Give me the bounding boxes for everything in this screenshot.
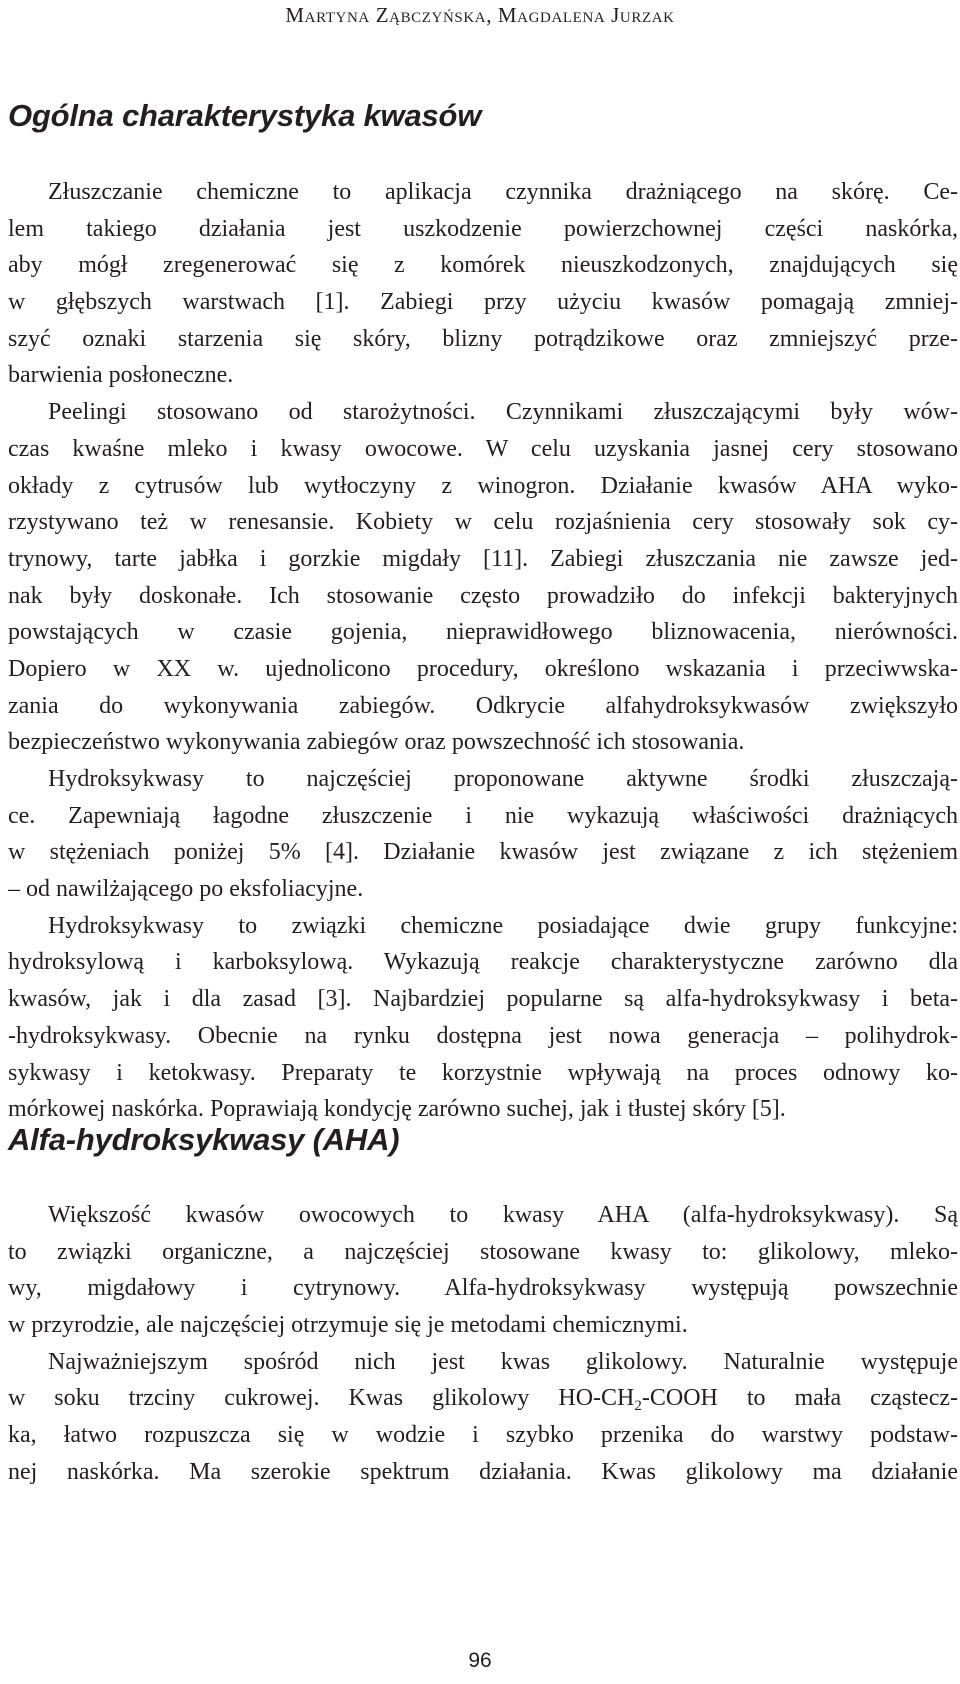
text-line: Hydroksykwasy to związki chemiczne posiadające dwie grupy funkcyjne: xyxy=(48,912,958,939)
text-line: nej naskórka. Ma szerokie spektrum działania. Kwas glikolowy ma działanie xyxy=(8,1458,958,1485)
text-line: ka, łatwo rozpuszcza się w wodzie i szybko przenika do warstwy podstaw- xyxy=(8,1422,958,1449)
text-line: ce. Zapewniają łagodne złuszczenie i nie wykazują właściwości drażniących xyxy=(8,802,958,829)
section-body-acids xyxy=(8,174,958,1128)
text-line: okłady z cytrusów lub wytłoczyny z winogron. Działanie kwasów AHA wyko- xyxy=(8,472,958,499)
text-line: -hydroksykwasy. Obecnie na rynku dostępna jest nowa generacja – polihydrok- xyxy=(8,1022,958,1049)
text-line: Dopiero w XX w. ujednolicono procedury, określono wskazania i przeciwwska- xyxy=(8,655,958,682)
text-line: lem takiego działania jest uszkodzenie powierzchownej części naskórka, xyxy=(8,215,958,242)
text-line: kwasów, jak i dla zasad [3]. Najbardziej popularne są alfa-hydroksykwasy i beta- xyxy=(8,986,958,1013)
text-line: czas kwaśne mleko i kwasy owocowe. W celu uzyskania jasnej cery stosowano xyxy=(8,435,958,462)
text-line: rzystywano też w renesansie. Kobiety w celu rozjaśnienia cery stosowały sok cy- xyxy=(8,509,958,536)
text-line: wy, migdałowy i cytrynowy. Alfa-hydroksykwasy występują powszechnie xyxy=(8,1275,958,1302)
text-line: hydroksylową i karboksylową. Wykazują reakcje charakterystyczne zarówno dla xyxy=(8,949,958,976)
page-number: 96 xyxy=(468,1649,492,1672)
text-line: nak były doskonałe. Ich stosowanie często prowadziło do infekcji bakteryjnych xyxy=(8,582,958,609)
text-line: aby mógł zregenerować się z komórek nieuszkodzonych, znajdujących się xyxy=(8,252,958,279)
text-line: w stężeniach poniżej 5% [4]. Działanie kwasów jest związane z ich stężeniem xyxy=(8,839,958,866)
text-line: mórkowej naskórka. Poprawiają kondycję zarówno suchej, jak i tłustej skóry [5]. xyxy=(8,1096,786,1123)
formula-text-end: -COOH to mała cząstecz- xyxy=(641,1385,958,1412)
text-line: Większość kwasów owocowych to kwasy AHA (alfa-hydroksykwasy). Są xyxy=(48,1202,958,1228)
running-header: Martyna Ząbczyńska, Magdalena Jurzak xyxy=(285,3,675,27)
text-line: to związki organiczne, a najczęściej stosowane kwasy to: glikolowy, mleko- xyxy=(8,1238,958,1265)
section-body-aha xyxy=(8,1197,958,1491)
text-line: w przyrodzie, ale najczęściej otrzymuje się je metodami chemicznymi. xyxy=(8,1312,688,1339)
text-line: trynowy, tarte jabłka i gorzkie migdały [11]. Zabiegi złuszczania nie zawsze jed- xyxy=(8,545,958,572)
text-line: w głębszych warstwach [1]. Zabiegi przy użyciu kwasów pomagają zmniej- xyxy=(8,289,958,316)
section-heading-acids: Ogólna charakterystyka kwasów xyxy=(8,98,482,133)
text-line: zania do wykonywania zabiegów. Odkrycie alfahydroksykwasów zwiększyło xyxy=(8,692,958,719)
text-line-formula xyxy=(8,1380,958,1417)
text-line: sykwasy i ketokwasy. Preparaty te korzystnie wpływają na proces odnowy ko- xyxy=(8,1059,958,1086)
formula-text-start: w soku trzciny cukrowej. Kwas glikolowy HO-CH xyxy=(8,1385,635,1412)
section-heading-aha: Alfa-hydroksykwasy (AHA) xyxy=(8,1122,400,1157)
text-line: Najważniejszym spośród nich jest kwas glikolowy. Naturalnie występuje xyxy=(48,1348,958,1375)
text-line: bezpieczeństwo wykonywania zabiegów oraz powszechność ich stosowania. xyxy=(8,729,745,756)
text-line: powstających w czasie gojenia, nieprawidłowego bliznowacenia, nierówności. xyxy=(8,619,958,646)
text-line: Hydroksykwasy to najczęściej proponowane aktywne środki złuszczają- xyxy=(48,766,958,792)
text-line: Peelingi stosowano od starożytności. Czynnikami złuszczającymi były wów- xyxy=(48,399,958,426)
text-line: barwienia posłoneczne. xyxy=(8,362,234,389)
formula-subscript: 2 xyxy=(634,1398,642,1415)
text-line: Złuszczanie chemiczne to aplikacja czynnika drażniącego na skórę. Ce- xyxy=(48,179,958,205)
text-line: szyć oznaki starzenia się skóry, blizny potrądzikowe oraz zmniejszyć prze- xyxy=(8,325,958,352)
text-line: – od nawilżającego po eksfoliacyjne. xyxy=(8,876,364,903)
